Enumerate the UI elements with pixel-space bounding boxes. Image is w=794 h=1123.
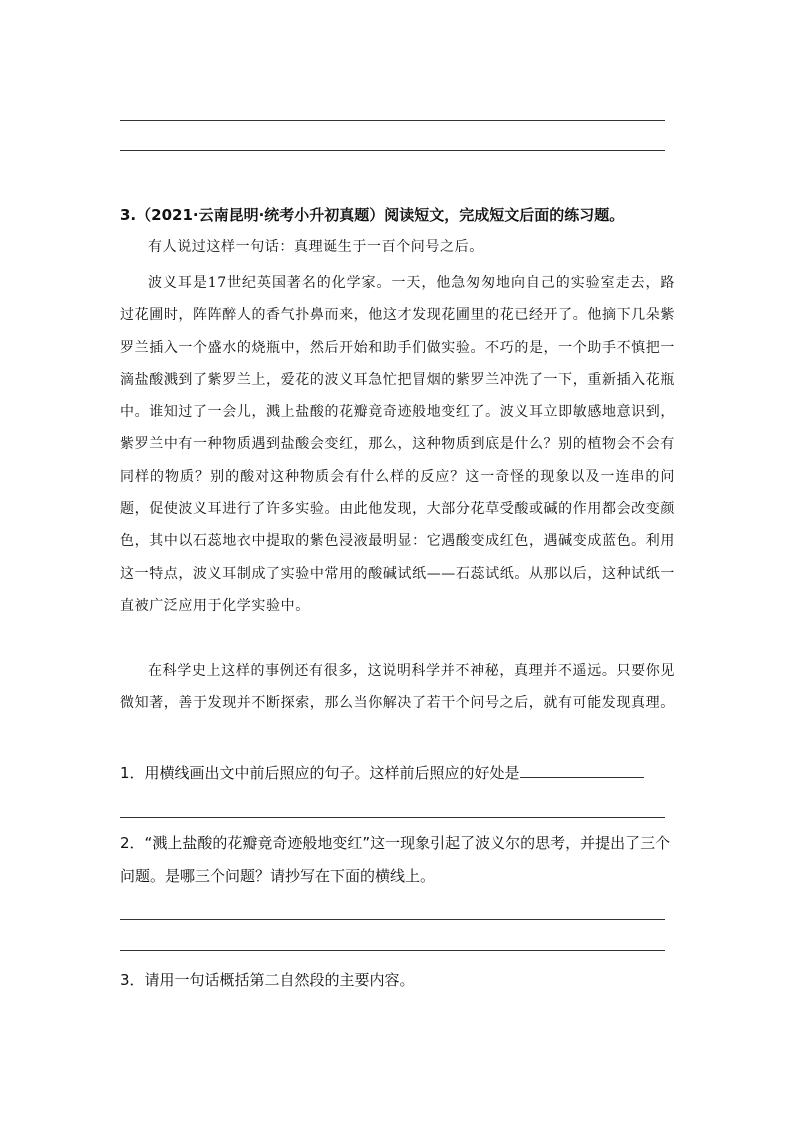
question-3: 3．请用一句话概括第二自然段的主要内容。 bbox=[120, 971, 415, 989]
answer-line-q2-2[interactable] bbox=[120, 950, 665, 951]
answer-line-q2-1[interactable] bbox=[120, 919, 665, 920]
answer-line-top-2 bbox=[120, 150, 665, 151]
passage-paragraph-2: 波义耳是17世纪英国著名的化学家。一天，他急匆匆地向自己的实验室走去，路过花圃时，阵阵醉人的香气扑鼻而来，他这才发现花圃里的花已经开了。他摘下几朵紫罗兰插入一个盛水的烧瓶中，然后开始和助手们做实验。不巧的是，一个助手不慎把一滴盐酸溅到了紫罗兰上，爱花的波义耳急忙把冒烟的紫罗兰冲洗了一下，重新插入花瓶中。谁知过了一会儿，溅上盐酸的花瓣竟奇迹般地变红了。波义耳立即敏感地意识到，紫罗兰中有一种物质遇到盐酸会变红，那么，这种物质到底是什么？别的植物会不会有同样的物质？别的酸对这种物质会有什么样的反应？这一奇怪的现象以及一连串的问题，促使波义耳进行了许多实验。由此他发现，大部分花草受酸或碱的作用都会改变颜色，其中以石蕊地衣中提取的紫色浸液最明显：它遇酸变成红色，遇碱变成蓝色。利用这一特点，波义耳制成了实验中常用的酸碱试纸——石蕊试纸。从那以后，这种试纸一直被广泛应用于化学实验中。 bbox=[120, 275, 675, 614]
question-header: 3.（2021·云南昆明·统考小升初真题）阅读短文，完成短文后面的练习题。 bbox=[120, 206, 625, 224]
question-1-text: 1．用横线画出文中前后照应的句子。这样前后照应的好处是 bbox=[120, 764, 520, 782]
answer-line-q1[interactable] bbox=[120, 817, 665, 818]
answer-line-top-1 bbox=[120, 120, 665, 121]
passage-paragraph-1: 有人说过这样一句话：真理诞生于一百个问号之后。 bbox=[148, 239, 484, 255]
passage-paragraph-3: 在科学史上这样的事例还有很多，这说明科学并不神秘，真理并不遥远。只要你见微知著，善于发现并不断探索，那么当你解决了若干个问号之后，就有可能发现真理。 bbox=[120, 663, 675, 712]
answer-blank[interactable] bbox=[520, 763, 644, 778]
question-1 bbox=[120, 757, 675, 790]
question-2: 2．“溅上盐酸的花瓣竟奇迹般地变红”这一现象引起了波义尔的思考，并提出了三个问题。是哪三个问题？请抄写在下面的横线上。 bbox=[120, 834, 671, 885]
